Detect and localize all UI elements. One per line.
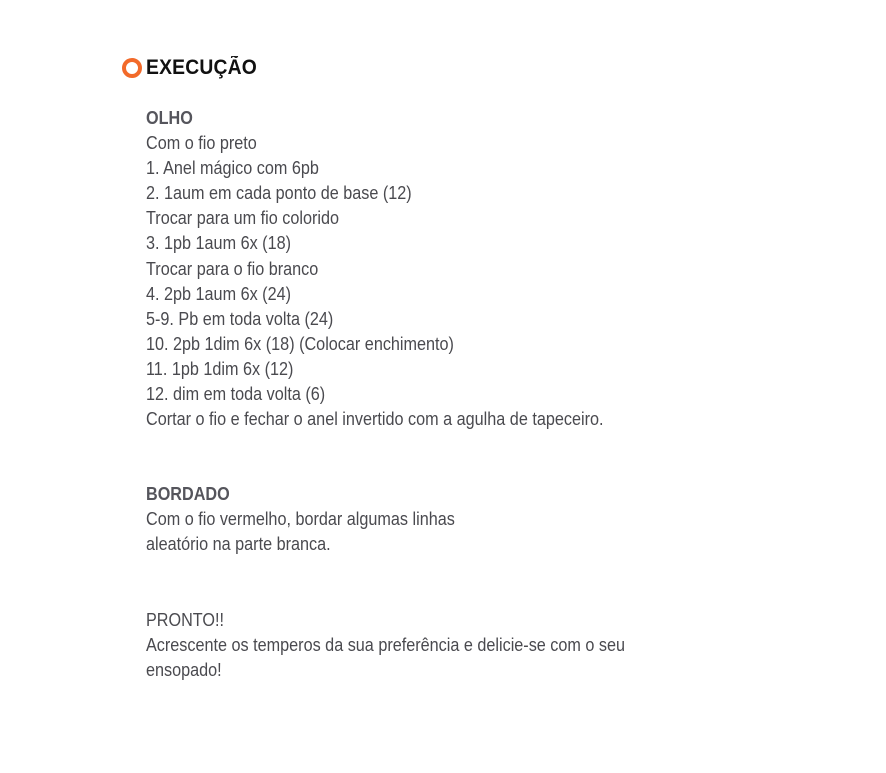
pronto-heading: PRONTO!! <box>146 609 225 630</box>
olho-line: Com o fio preto <box>146 133 257 154</box>
pronto-section <box>146 608 846 683</box>
bordado-section <box>146 482 846 557</box>
olho-line: 3. 1pb 1aum 6x (18) <box>146 233 291 254</box>
olho-line: 2. 1aum em cada ponto de base (12) <box>146 183 412 204</box>
olho-line: 4. 2pb 1aum 6x (24) <box>146 283 291 304</box>
olho-line: Trocar para o fio branco <box>146 258 319 279</box>
olho-line: Trocar para um fio colorido <box>146 208 339 229</box>
olho-line: Cortar o fio e fechar o anel invertido com a agulha de tapeceiro. <box>146 409 604 430</box>
section-title: EXECUÇÃO <box>146 56 257 79</box>
olho-line: 5-9. Pb em toda volta (24) <box>146 308 334 329</box>
olho-line: 11. 1pb 1dim 6x (12) <box>146 358 294 379</box>
bordado-line: Com o fio vermelho, bordar algumas linhas <box>146 509 455 530</box>
pronto-line: Acrescente os temperos da sua preferência e delicie-se com o seu <box>146 634 626 655</box>
spacer <box>146 432 846 482</box>
olho-line: 10. 2pb 1dim 6x (18) (Colocar enchimento) <box>146 333 454 354</box>
circle-bullet-icon <box>122 58 142 78</box>
olho-line: 1. Anel mágico com 6pb <box>146 158 319 179</box>
olho-line: 12. dim em toda volta (6) <box>146 384 326 405</box>
instructions-body <box>146 106 846 683</box>
olho-heading: OLHO <box>146 108 193 128</box>
section-header <box>122 55 267 81</box>
olho-section <box>146 106 846 432</box>
pronto-line: ensopado! <box>146 659 222 680</box>
spacer <box>146 558 846 608</box>
bordado-heading: BORDADO <box>146 484 230 505</box>
bordado-line: aleatório na parte branca. <box>146 534 331 555</box>
